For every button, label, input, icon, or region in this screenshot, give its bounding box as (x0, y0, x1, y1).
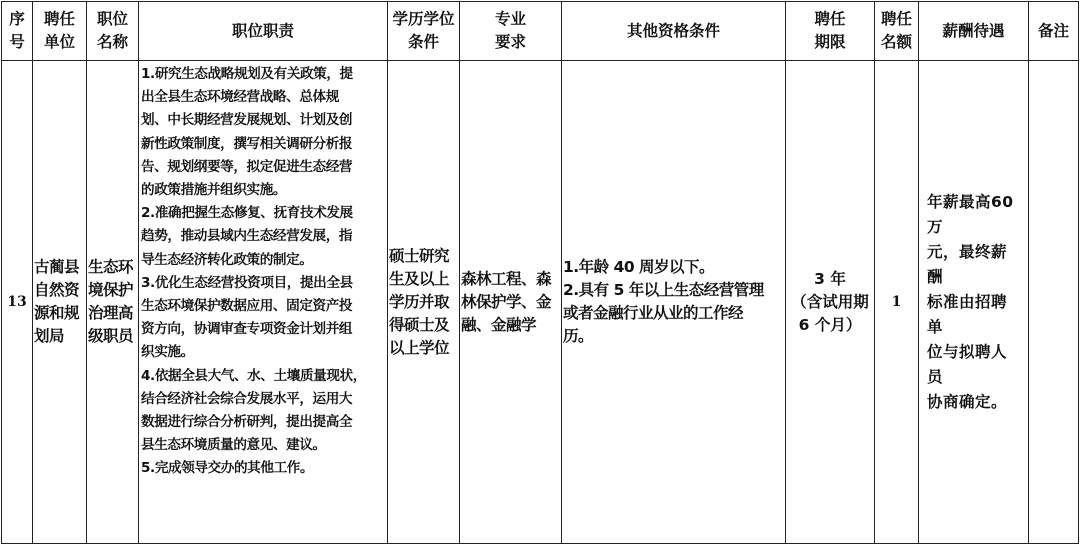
header-row (2, 2, 1079, 61)
duty-line: 导生态经济转化政策的制定。 (141, 251, 313, 268)
duty-line: 1.研究生态战略规划及有关政策，提 (141, 66, 353, 82)
duty-line: 告、规划纲要等，拟定促进生态经营 (141, 158, 353, 175)
duty-line: 结合经济社会综合发展水平，运用大 (141, 390, 353, 407)
header-unit: 聘任 单位 (33, 2, 87, 61)
header-education: 学历学位 条件 (388, 2, 460, 61)
header-remark: 备注 (1029, 2, 1079, 61)
duty-line: 出全县生态环境经营战略、总体规 (141, 89, 339, 106)
table-row (2, 61, 1079, 544)
row-remark (1029, 61, 1079, 544)
header-duties: 职位职责 (139, 2, 388, 61)
duty-line: 生态环境保护数据应用、固定资产投 (141, 298, 353, 315)
header-salary: 薪酬待遇 (919, 2, 1029, 61)
header-other-qualifications: 其他资格条件 (562, 2, 786, 61)
header-major: 专业 要求 (460, 2, 562, 61)
duty-line: 5.完成领导交办的其他工作。 (141, 460, 314, 477)
duty-line: 数据进行综合分析研判，提出提高全 (141, 414, 353, 431)
row-position: 生态环 境保护 治理高 级职员 (87, 61, 139, 544)
row-education: 硕士研究 生及以上 学历并取 得硕士及 以上学位 (388, 61, 460, 544)
header-term: 聘任 期限 (786, 2, 875, 61)
row-major: 森林工程、森 林保护学、金 融、金融学 (460, 61, 562, 544)
row-index: 13 (2, 61, 33, 544)
duty-line: 的政策措施并组织实施。 (141, 182, 287, 199)
header-quota: 聘任 名额 (875, 2, 919, 61)
row-duties (139, 61, 388, 544)
duty-line: 2.准确把握生态修复、抚育技术发展 (141, 205, 353, 222)
header-index: 序 号 (2, 2, 33, 61)
duty-line: 新性政策制度，撰写相关调研分析报 (141, 135, 353, 152)
row-other-qualifications: 1.年龄 40 周岁以下。 2.具有 5 年以上生态经营管理 或者金融行业从业的工作经 历。 (562, 61, 786, 544)
duty-line: 县生态环境质量的意见、建议。 (141, 437, 326, 454)
row-unit: 古蔺县 自然资 源和规 划局 (33, 61, 87, 544)
recruitment-table (1, 1, 1079, 544)
duty-line: 趋势，推动县域内生态经营发展，指 (141, 228, 353, 245)
duty-line: 资方向，协调审查专项资金计划并组 (141, 321, 353, 338)
row-term: 3 年 （含试用期 6 个月） (786, 61, 875, 544)
duty-line: 3.优化生态经营投资项目，提出全县 (141, 274, 353, 291)
duty-line: 织实施。 (141, 344, 194, 361)
row-quota: 1 (875, 61, 919, 544)
duty-line: 4.依据全县大气、水、土壤质量现状， (141, 367, 366, 384)
row-salary: 年薪最高60万 元，最终薪酬 标准由招聘单 位与拟聘人员 协商确定。 (919, 61, 1029, 544)
duty-line: 划、中长期经营发展规划、计划及创 (141, 112, 353, 129)
header-position: 职位 名称 (87, 2, 139, 61)
